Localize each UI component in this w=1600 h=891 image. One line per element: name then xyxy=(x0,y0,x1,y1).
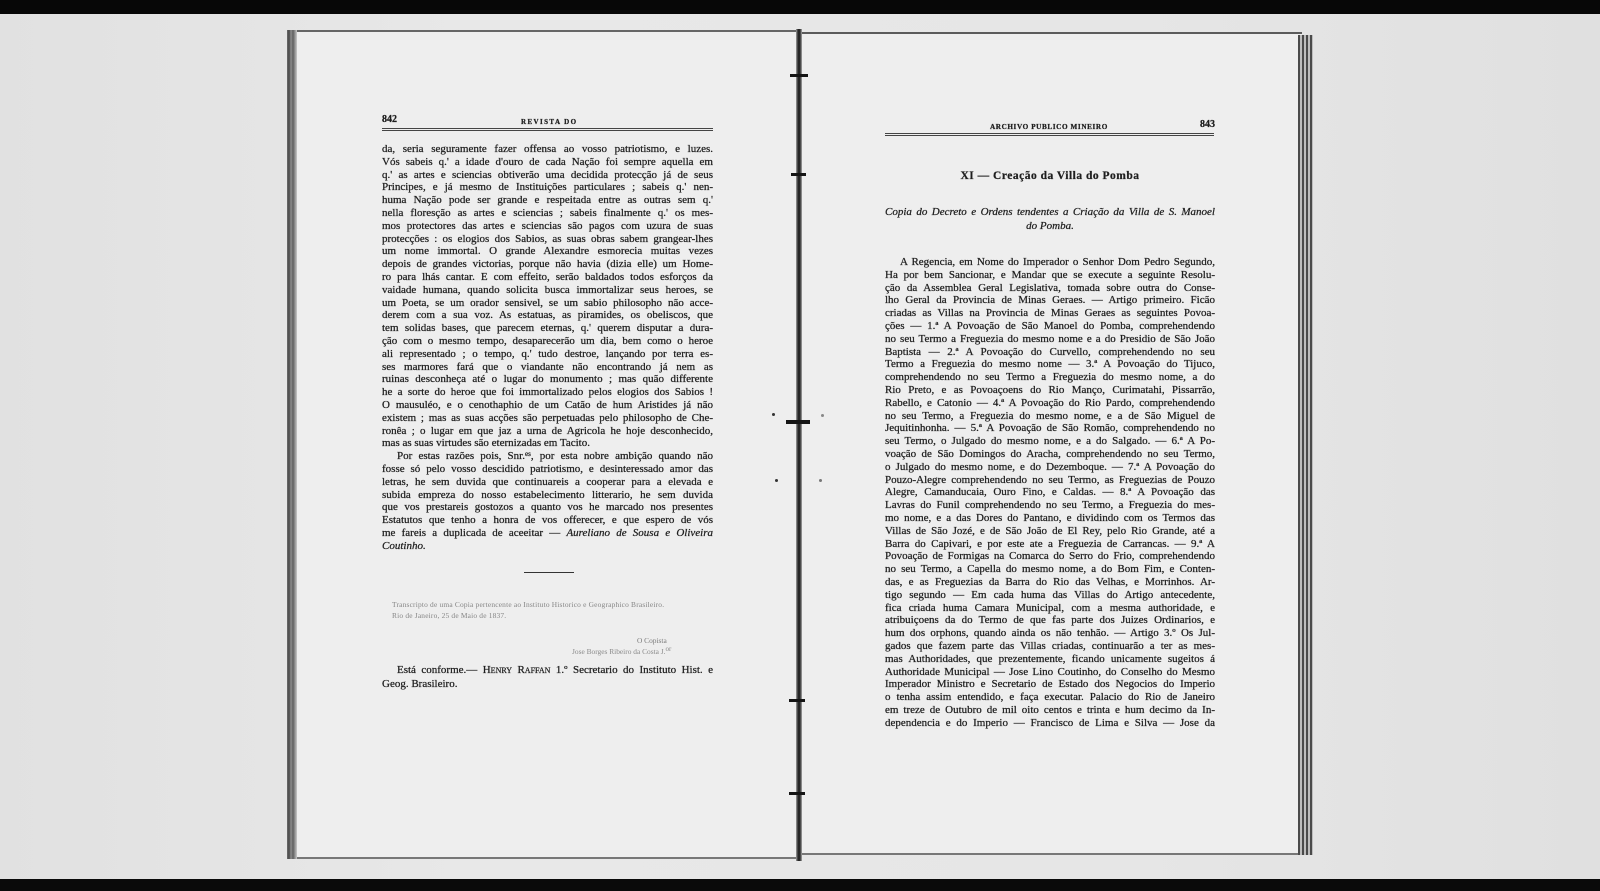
body-line: Rabello, e Catonio — 4.ª A Povoação do Rio Pardo, comprehendendo xyxy=(885,396,1215,409)
body-line: Lavras do Funil comprehendendo no seu Termo, a Freguezia do mes- xyxy=(885,499,1215,512)
page-number: 843 xyxy=(1200,119,1215,130)
body-line: no seu Termo, a Capella do mesmo nome, a do Bom Fim, e Conten- xyxy=(885,563,1215,576)
superscript: or xyxy=(665,645,672,653)
body-line: hum dos orphons, quando ainda os não tenhão. — Artigo 3.º Os Jul- xyxy=(885,627,1215,640)
body-line: seu Termo, o Julgado do mesmo nome, e a do Salgado. — 6.ª A Po- xyxy=(885,435,1215,448)
body-line: da, seria seguramente fazer offensa ao vosso patriotismo, e luzes. xyxy=(382,143,713,155)
header-rule xyxy=(885,133,1214,136)
copyist-name-text: Jose Borges Ribeiro da Costa J. xyxy=(572,647,666,656)
body-line: mas as suas virtudes são eternizadas em Tacito. xyxy=(382,437,590,450)
body-line: Estatutos que tenho a honra de vos offerecer, e que espero de vós xyxy=(382,514,713,527)
body-line: Authoridade Municipal — Jose Lino Coutinho, do Conselho do Mesmo xyxy=(885,665,1215,678)
body-line: das, e as Freguezias da Barra do Rio das Velhas, e Morrinhos. Ar- xyxy=(885,575,1215,588)
section-subtitle xyxy=(885,205,1215,233)
body-line: criadas as Villas na Provincia de Minas Geraes as seguintes Povoa- xyxy=(885,307,1215,320)
body-line: nella floresção as artes e sciencias ; sabeis finalmente q.' os mes- xyxy=(382,206,713,219)
section-title: XI — Creação da Villa do Pomba xyxy=(960,170,1140,182)
body-line xyxy=(382,450,713,463)
body-line: Geog. Brasileiro. xyxy=(382,678,458,690)
body-line: Principes, e já mesmo de Instituições particulares ; sabeis q.' nen- xyxy=(382,181,713,194)
right-page-edge-stack xyxy=(1298,35,1313,855)
line-fragment: Por estas razões pois, Snr. xyxy=(397,450,525,463)
body-line: mos protectores das artes e sciencias são pagos com uzura de suas xyxy=(382,219,713,232)
body-line: subida empreza do nosso estabelecimento litterario, he sem duvida xyxy=(382,488,713,501)
body-line: mas Authoridades, que prezentemente, ficando unicamente sugeitos á xyxy=(885,652,1215,665)
line-fragment: Está conforme.— xyxy=(397,664,483,676)
body-line: fosse só pelo vosso descidido patriotismo, e desinteressado amor das xyxy=(382,462,713,475)
body-line: um nome immortal. O grande Alexandre esmorecia muitas vezes xyxy=(382,245,713,258)
body-line: he a sorte do heroe que foi immortalizado pelos elogios dos Sabios ! xyxy=(382,386,713,399)
body-line: Povoação de Formigas na Comarca do Serro do Frio, comprehendendo xyxy=(885,550,1215,563)
body-line: o Julgado do mesmo nome, e do Dezemboque. — 7.ª A Povoação do xyxy=(885,460,1215,473)
body-line: que vos prestareis gostozos a quanto vos he marcado nos presentes xyxy=(382,501,713,514)
body-line: fica criada huma Camara Municipal, com a mesma authoridade, e xyxy=(885,601,1215,614)
book-spine xyxy=(796,29,802,861)
body-line: Vós sabeis q.' a idade d'ouro de cada Nação foi sempre aquella em xyxy=(382,155,713,168)
body-line: ção da Assemblea Geral Legislativa, tomada sobre outra do Conse- xyxy=(885,281,1215,294)
body-line: ses marmores fará que o viandante não encontrando já nem as xyxy=(382,360,713,373)
body-line: ção com o mesmo tempo, desaparecerão um dia, bem como o heroe xyxy=(382,334,713,347)
separator-rule xyxy=(524,572,574,573)
body-line: ro para lhás cantar. E com effeito, serão baldados todos esforços da xyxy=(382,270,713,283)
body-line: letras, he sem duvida que continuareis a cooperar para a elevada e xyxy=(382,475,713,488)
left-page-edge xyxy=(287,30,297,859)
body-line: voação de São Domingos do Aracha, comprehendendo no seu Termo, xyxy=(885,447,1215,460)
subtitle-line: do Pomba. xyxy=(1026,220,1074,232)
body-line: Rio Preto, e as Povoaçoens do Rio Manço, Curimatahi, Pissarrão, xyxy=(885,383,1215,396)
body-line: ções — 1.ª A Povoação de São Manoel do Pomba, comprehendendo xyxy=(885,319,1215,332)
scan-speck xyxy=(821,414,824,417)
body-line xyxy=(382,663,713,677)
body-line: atribuiçoens da do Termo de que fas parte dos Juizes Ordinarios, e xyxy=(885,614,1215,627)
certification xyxy=(382,663,713,691)
author-signature: Coutinho. xyxy=(382,539,426,552)
body-line: lho Geral da Provincia de Minas Geraes. — Artigo primeiro. Ficão xyxy=(885,294,1215,307)
left-page-body xyxy=(382,143,713,553)
spine-mark xyxy=(786,420,810,424)
body-line: ronêa ; o lugar em que jaz a urna de Agricola he hoje desconhecido, xyxy=(382,424,713,437)
body-line: dependencia e do Imperio — Francisco de Lima e Silva — Jose da xyxy=(885,716,1215,729)
body-line: mo nome, e a das Dores do Pantano, e dividindo com os Termos das xyxy=(885,511,1215,524)
running-head: REVISTA DO xyxy=(521,118,578,126)
body-line: comprehendendo no seu Termo a Freguezia do mesmo nome, a do xyxy=(885,371,1215,384)
spine-mark xyxy=(789,699,805,702)
body-line xyxy=(382,527,713,540)
scan-speck xyxy=(772,413,775,416)
body-line: no seu Termo a Freguezia do mesmo nome e a do Presidio de São João xyxy=(885,332,1215,345)
body-line: Termo a Freguezia do mesmo nome — 3.ª A Povoação do Tijuco, xyxy=(885,358,1215,371)
copyist-title: O Copista xyxy=(637,636,667,645)
spine-mark xyxy=(789,792,805,795)
body-line: ruinas desconheça até o lugar do monumento ; mas quão differente xyxy=(382,373,713,386)
header-rule xyxy=(382,128,713,131)
body-line: Alegre, Camanducaia, Ouro Fino, e Caldas. — 8.ª A Povoação das xyxy=(885,486,1215,499)
subtitle-line: Copia do Decreto e Ordens tendentes a Criação da Villa de S. Manoel xyxy=(885,206,1215,218)
scan-speck xyxy=(775,479,778,482)
body-line: q.' as artes e sciencias obtiverão uma decidida protecção já de seus xyxy=(382,168,713,181)
superscript: es xyxy=(524,450,531,459)
body-line: existem ; mas as suas acções são perpetuadas pelo philosopho de Che- xyxy=(382,411,713,424)
body-line: tigo segundo — Em cada huma das Villas do Artigo antecedente, xyxy=(885,588,1215,601)
page-number: 842 xyxy=(382,114,397,125)
copyist-name xyxy=(572,646,671,659)
spine-mark xyxy=(791,173,806,176)
transcription-note xyxy=(392,599,664,621)
note-line: Transcripto de uma Copia pertencente ao Instituto Historico e Geographico Brasileiro. xyxy=(392,600,665,609)
body-line: Baptista — 2.ª A Povoação do Curvello, comprehendendo no seu xyxy=(885,345,1215,358)
body-line: Barra do Capivari, e por este ate a Freguezia de Carrancas. — 9.ª A xyxy=(885,537,1215,550)
bottom-black-border xyxy=(0,879,1600,891)
body-line: Ha por bem Sancionar, e Mandar que se execute a seguinte Resolu- xyxy=(885,268,1215,281)
author-signature: Aureliano de Sousa e Oliveira xyxy=(566,526,713,539)
body-line: huma Nação pode ser grande e respeitada entre as outras sem q.' xyxy=(382,194,713,207)
body-line: ali representado ; o tempo, q.' tudo destroe, lançando por terra es- xyxy=(382,347,713,360)
scan-speck xyxy=(819,479,822,482)
spine-mark xyxy=(790,74,808,77)
body-line: Jequitinhonha. — 5.ª A Povoação de São Romão, comprehendendo no xyxy=(885,422,1215,435)
body-line: o tenha assim entendido, e faça executar. Palacio do Rio de Janeiro xyxy=(885,691,1215,704)
body-line: Villas de São Jozé, e de São João de El Rey, pelo Rio Grande, até a xyxy=(885,524,1215,537)
body-line: tem solidas bases, que parecem eternas, q.' querem disputar a dura- xyxy=(382,322,713,335)
body-line: gados que fazem parte das Villas criadas, continuarão a ter as mes- xyxy=(885,639,1215,652)
body-line: Imperador Ministro e Secretario de Estado dos Negocios do Imperio xyxy=(885,678,1215,691)
body-line: em treze de Outubro de mil oito centos e trinta e hum decimo da In- xyxy=(885,703,1215,716)
body-line: O mausuléo, e o cenothaphio de um Catão de hum Aristides já não xyxy=(382,398,713,411)
top-black-border xyxy=(0,0,1600,14)
body-line: no seu Termo, a Freguezia do mesmo nome, e a de São Miguel de xyxy=(885,409,1215,422)
signatory-name: Henry Raffan xyxy=(482,664,551,676)
running-head: ARCHIVO PUBLICO MINEIRO xyxy=(990,123,1108,131)
body-line: derem com a sua voz. As estatuas, as piramides, os obeliscos, que xyxy=(382,309,713,322)
body-line: Pouzo-Alegre comprehendendo no seu Termo, as Freguezias de Pouzo xyxy=(885,473,1215,486)
body-line: protecções : os elogios dos Sabios, as suas obras sabem grangear-lhes xyxy=(382,232,713,245)
body-line: A Regencia, em Nome do Imperador o Senhor Dom Pedro Segundo, xyxy=(900,256,1215,268)
note-line: Rio de Janeiro, 25 de Maio de 1837. xyxy=(392,611,507,620)
line-fragment: 1.º Secretario do Instituto Hist. e xyxy=(550,664,713,676)
body-line: vaidade humana, quando solicita busca immortalizar seus heroes, se xyxy=(382,283,713,296)
body-line: depois de grandes victorias, porque não havia (dizia elle) um Home- xyxy=(382,258,713,271)
line-fragment: , por esta nobre ambição quando não xyxy=(530,450,713,463)
line-fragment: me fareis a duplicada de aceeitar — xyxy=(382,526,567,539)
right-page-body xyxy=(885,256,1215,729)
body-line: um Poeta, se um orador sensivel, se um sabio philosopho não acce- xyxy=(382,296,713,309)
